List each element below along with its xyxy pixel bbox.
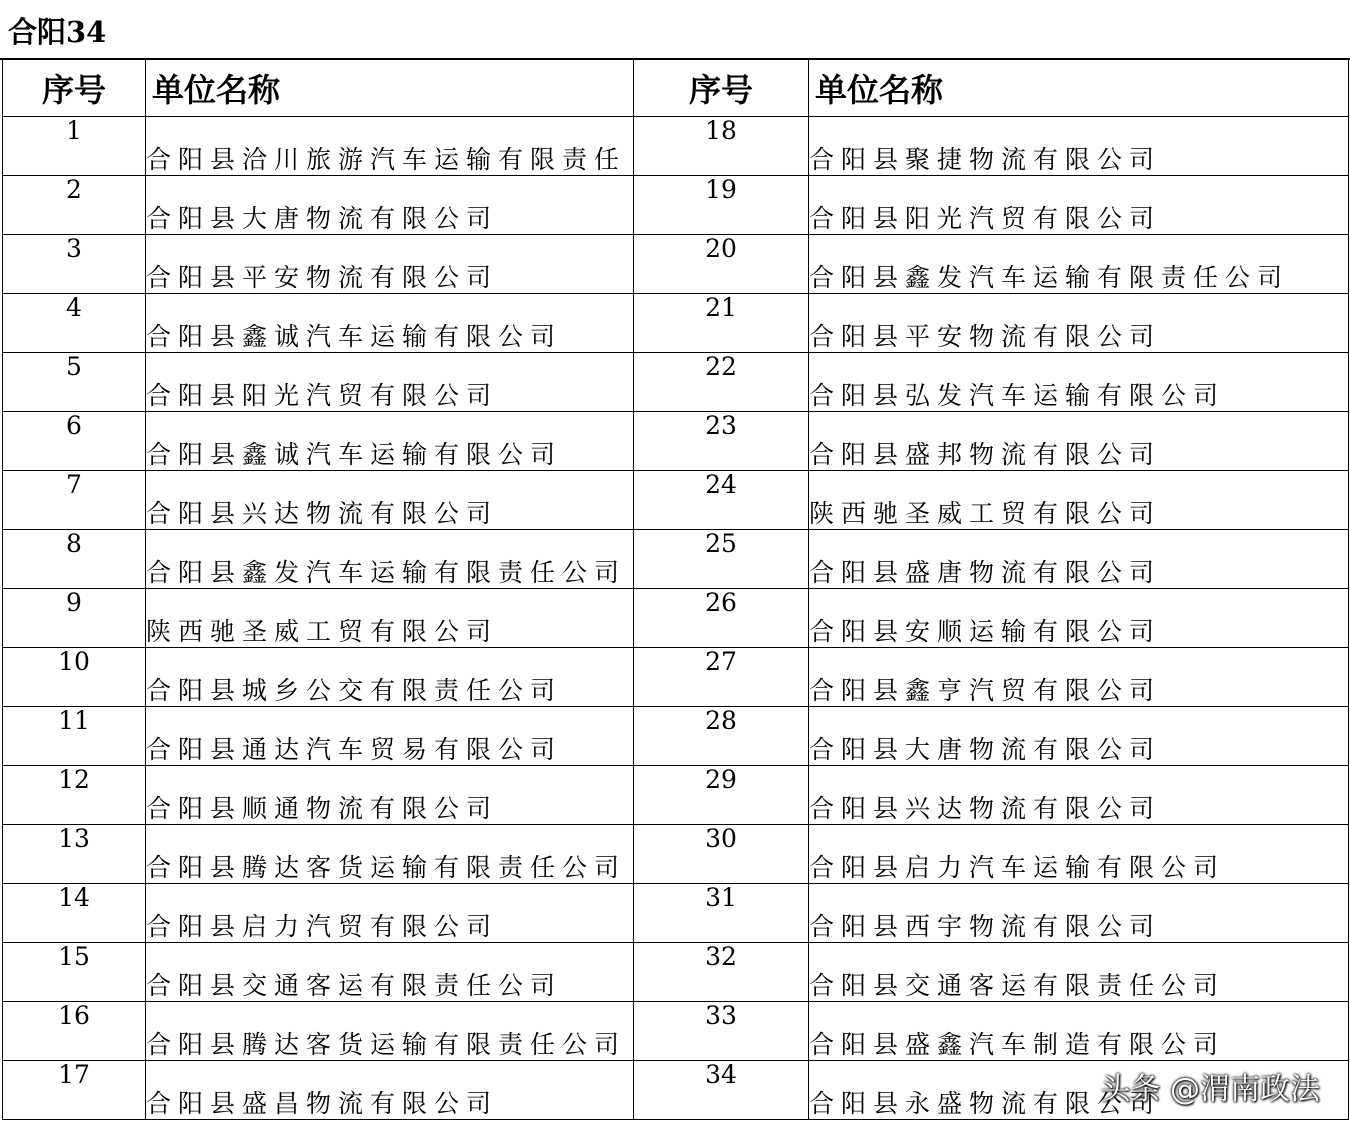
name-cell-left: 合阳县兴达物流有限公司 <box>146 471 634 530</box>
name-cell-left: 合阳县阳光汽贸有限公司 <box>146 353 634 412</box>
seq-cell-left: 8 <box>3 530 146 589</box>
header-seq-left: 序号 <box>3 60 146 117</box>
seq-cell-right: 32 <box>634 943 809 1002</box>
name-cell-right: 合阳县交通客运有限责任公司 <box>809 943 1349 1002</box>
seq-cell-left: 13 <box>3 825 146 884</box>
seq-cell-left: 14 <box>3 884 146 943</box>
seq-cell-left: 12 <box>3 766 146 825</box>
table-row <box>3 766 1349 825</box>
seq-cell-left: 4 <box>3 294 146 353</box>
header-row <box>3 60 1349 117</box>
seq-cell-left: 5 <box>3 353 146 412</box>
name-cell-left: 合阳县腾达客货运输有限责任公司 <box>146 825 634 884</box>
name-cell-left: 合阳县交通客运有限责任公司 <box>146 943 634 1002</box>
seq-cell-right: 29 <box>634 766 809 825</box>
name-cell-left: 合阳县洽川旅游汽车运输有限责任 <box>146 117 634 176</box>
name-cell-left: 合阳县鑫诚汽车运输有限公司 <box>146 412 634 471</box>
name-cell-left: 合阳县盛昌物流有限公司 <box>146 1061 634 1120</box>
seq-cell-right: 25 <box>634 530 809 589</box>
seq-cell-right: 18 <box>634 117 809 176</box>
seq-cell-left: 15 <box>3 943 146 1002</box>
seq-cell-right: 21 <box>634 294 809 353</box>
name-cell-left: 合阳县大唐物流有限公司 <box>146 176 634 235</box>
watermark: 头条 @渭南政法 <box>1100 1072 1320 1107</box>
seq-cell-right: 23 <box>634 412 809 471</box>
seq-cell-right: 33 <box>634 1002 809 1061</box>
seq-cell-left: 3 <box>3 235 146 294</box>
table-row <box>3 943 1349 1002</box>
table-body <box>3 117 1349 1120</box>
company-table <box>2 59 1349 1120</box>
seq-cell-right: 27 <box>634 648 809 707</box>
name-cell-right: 合阳县西宇物流有限公司 <box>809 884 1349 943</box>
name-cell-right: 合阳县聚捷物流有限公司 <box>809 117 1349 176</box>
name-cell-right: 合阳县平安物流有限公司 <box>809 294 1349 353</box>
name-cell-left: 陕西驰圣威工贸有限公司 <box>146 589 634 648</box>
table-row <box>3 884 1349 943</box>
name-cell-right: 合阳县兴达物流有限公司 <box>809 766 1349 825</box>
name-cell-right: 合阳县鑫亨汽贸有限公司 <box>809 648 1349 707</box>
name-cell-right: 合阳县鑫发汽车运输有限责任公司 <box>809 235 1349 294</box>
table-row <box>3 235 1349 294</box>
seq-cell-left: 17 <box>3 1061 146 1120</box>
seq-cell-left: 1 <box>3 117 146 176</box>
seq-cell-right: 31 <box>634 884 809 943</box>
name-cell-right: 合阳县弘发汽车运输有限公司 <box>809 353 1349 412</box>
seq-cell-right: 22 <box>634 353 809 412</box>
seq-cell-left: 7 <box>3 471 146 530</box>
seq-cell-left: 9 <box>3 589 146 648</box>
title-bar <box>0 0 1350 60</box>
table-row <box>3 530 1349 589</box>
seq-cell-left: 10 <box>3 648 146 707</box>
table-row <box>3 648 1349 707</box>
seq-cell-right: 26 <box>634 589 809 648</box>
name-cell-right: 合阳县阳光汽贸有限公司 <box>809 176 1349 235</box>
name-cell-right: 陕西驰圣威工贸有限公司 <box>809 471 1349 530</box>
table-row <box>3 1002 1349 1061</box>
seq-cell-right: 24 <box>634 471 809 530</box>
name-cell-left: 合阳县鑫发汽车运输有限责任公司 <box>146 530 634 589</box>
seq-cell-right: 20 <box>634 235 809 294</box>
name-cell-right: 合阳县盛鑫汽车制造有限公司 <box>809 1002 1349 1061</box>
seq-cell-right: 30 <box>634 825 809 884</box>
name-cell-left: 合阳县顺通物流有限公司 <box>146 766 634 825</box>
table-row <box>3 294 1349 353</box>
table-row <box>3 589 1349 648</box>
table-row <box>3 412 1349 471</box>
name-cell-right: 合阳县盛邦物流有限公司 <box>809 412 1349 471</box>
table-row <box>3 117 1349 176</box>
name-cell-right: 合阳县大唐物流有限公司 <box>809 707 1349 766</box>
name-cell-left: 合阳县腾达客货运输有限责任公司 <box>146 1002 634 1061</box>
seq-cell-right: 19 <box>634 176 809 235</box>
seq-cell-left: 2 <box>3 176 146 235</box>
header-name-left: 单位名称 <box>146 60 634 117</box>
header-seq-right: 序号 <box>634 60 809 117</box>
table-row <box>3 176 1349 235</box>
table-row <box>3 471 1349 530</box>
seq-cell-left: 6 <box>3 412 146 471</box>
seq-cell-left: 16 <box>3 1002 146 1061</box>
name-cell-right: 合阳县安顺运输有限公司 <box>809 589 1349 648</box>
name-cell-left: 合阳县城乡公交有限责任公司 <box>146 648 634 707</box>
name-cell-right: 合阳县盛唐物流有限公司 <box>809 530 1349 589</box>
name-cell-right: 合阳县启力汽车运输有限公司 <box>809 825 1349 884</box>
name-cell-left: 合阳县启力汽贸有限公司 <box>146 884 634 943</box>
seq-cell-left: 11 <box>3 707 146 766</box>
sheet-title: 合阳34 <box>8 15 107 49</box>
header-name-right: 单位名称 <box>809 60 1349 117</box>
seq-cell-right: 28 <box>634 707 809 766</box>
name-cell-left: 合阳县鑫诚汽车运输有限公司 <box>146 294 634 353</box>
name-cell-left: 合阳县通达汽车贸易有限公司 <box>146 707 634 766</box>
table-row <box>3 353 1349 412</box>
name-cell-left: 合阳县平安物流有限公司 <box>146 235 634 294</box>
table-row <box>3 825 1349 884</box>
name-cell-right: 合阳县永盛物流有限公司 <box>809 1061 1349 1120</box>
seq-cell-right: 34 <box>634 1061 809 1120</box>
table-row <box>3 707 1349 766</box>
